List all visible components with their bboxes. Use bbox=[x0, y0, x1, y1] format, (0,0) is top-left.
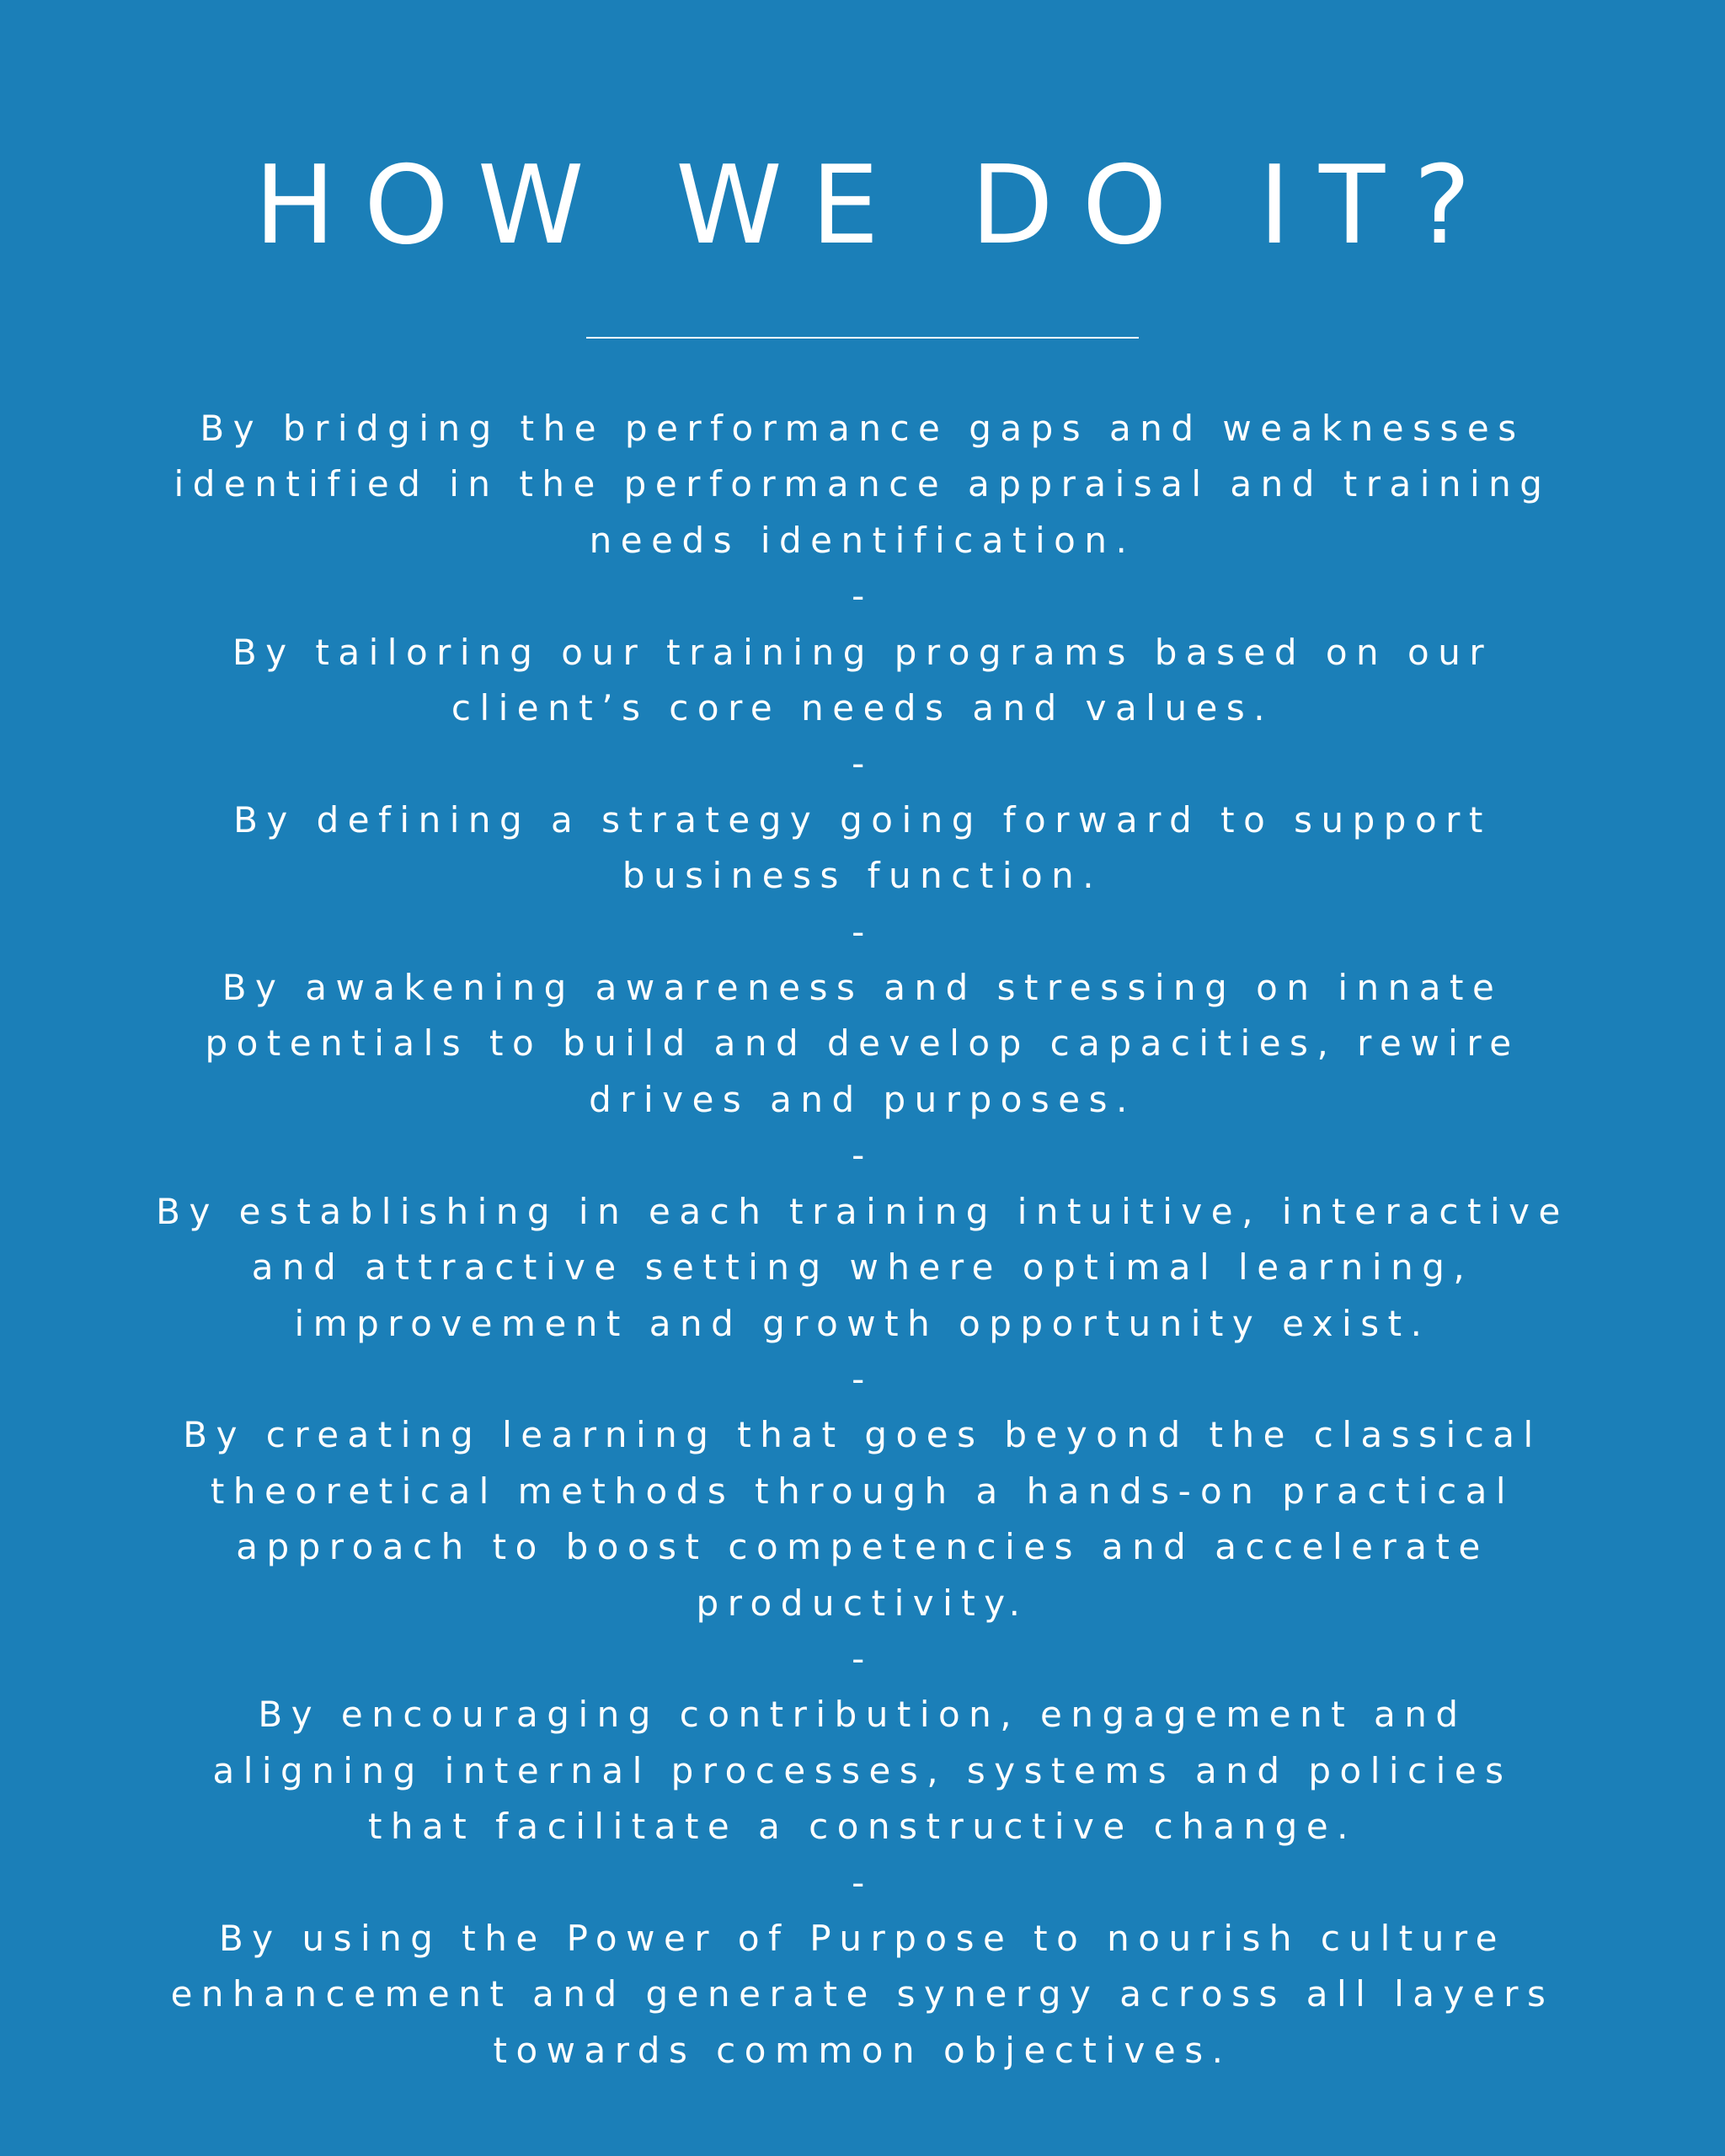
item-separator: - bbox=[852, 743, 873, 785]
method-item: By creating learning that goes beyond the classical theoretical methods through a hands-on practical approach to boost competencies and accelerate productivity. bbox=[183, 1414, 1542, 1624]
item-separator: - bbox=[852, 1861, 873, 1903]
method-list bbox=[126, 401, 1599, 2079]
method-item: By encouraging contribution, engagement and aligning internal processes, systems and policies that facilitate a constructive change. bbox=[212, 1694, 1513, 1848]
method-item: By defining a strategy going forward to support business function. bbox=[233, 798, 1492, 897]
method-item: By using the Power of Purpose to nourish culture enhancement and generate synergy across all layers towards common objectives. bbox=[170, 1917, 1555, 2071]
method-item: By tailoring our training programs based on our client’s core needs and values. bbox=[232, 631, 1493, 729]
item-separator: - bbox=[852, 1637, 873, 1679]
item-separator: - bbox=[852, 910, 873, 953]
method-item: By awakening awareness and stressing on innate potentials to build and develop capacities, rewire drives and purposes. bbox=[205, 967, 1520, 1120]
title-divider bbox=[586, 337, 1139, 339]
item-separator: - bbox=[852, 575, 873, 617]
item-separator: - bbox=[852, 1134, 873, 1177]
item-separator: - bbox=[852, 1358, 873, 1400]
page-title: HOW WE DO IT? bbox=[254, 143, 1500, 269]
method-item: By establishing in each training intuitive, interactive and attractive setting where optimal learning, improvement and growth opportunity exist. bbox=[156, 1190, 1569, 1344]
method-item: By bridging the performance gaps and weaknesses identified in the performance appraisal and training needs identification. bbox=[174, 408, 1551, 561]
